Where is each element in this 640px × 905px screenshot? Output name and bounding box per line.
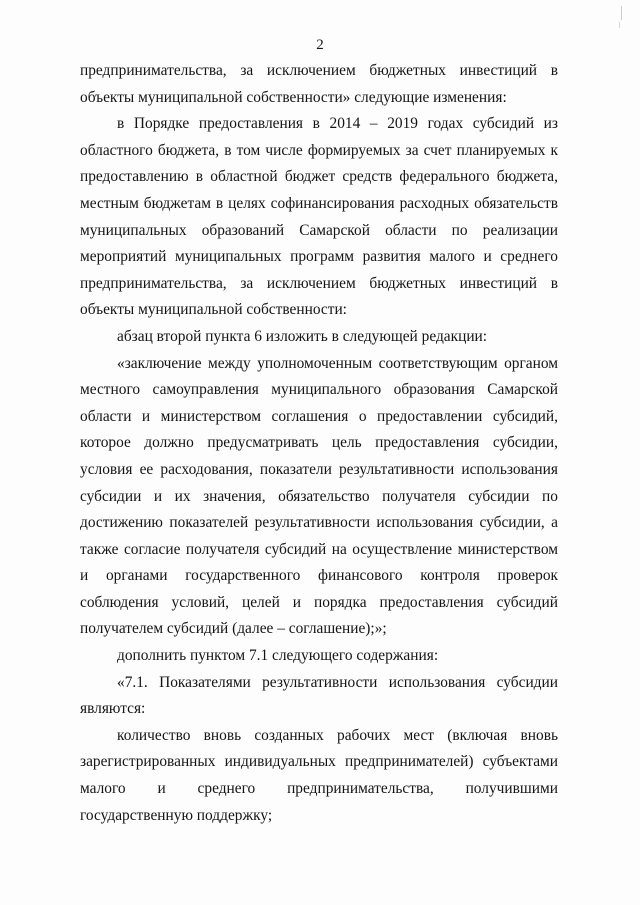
page-number: 2 bbox=[316, 37, 324, 53]
paragraph-indicator-jobs: количество вновь созданных рабочих мест (включая вновь зарегистрированных индивидуальных предпринимателей) субъектами малого и среднего предпринимательства, получившими государственную поддержку; bbox=[80, 726, 558, 824]
paragraph-continuation: предпринимательства, за исключением бюджетных инвестиций в объекты муниципальной собственности» следующие изменения: bbox=[80, 62, 558, 106]
paragraph-clause-7-1: «7.1. Показателями результативности использования субсидии являются: bbox=[80, 673, 558, 718]
paragraph-amendment-intro: абзац второй пункта 6 изложить в следующей редакции: bbox=[117, 327, 488, 345]
paragraph-addition-intro: дополнить пунктом 7.1 следующего содержания: bbox=[117, 647, 439, 665]
scan-artifact bbox=[619, 22, 620, 28]
document-body bbox=[80, 58, 558, 829]
paragraph-agreement-text: «заключение между уполномоченным соответствующим органом местного самоуправления муниципального образования Самарской области и министерством соглашения о предоставлении субсидий, которое должно предусматривать цель предоставления субсидии, условия ее расходования, показатели результативности использования субсидии и их значения, обязательство получателя субсидии по достижению показателей результативности использования субсидии, а также согласие получателя субсидий на осуществление министерством и органами государственного финансового контроля проверок соблюдения условий, целей и порядка предоставления субсидий получателем субсидий (далее – соглашение);»; bbox=[80, 354, 558, 638]
scan-artifact bbox=[621, 6, 622, 20]
paragraph-procedure-title: в Порядке предоставления в 2014 – 2019 годах субсидий из областного бюджета, в том числе формируемых за счет планируемых к предоставлению в областной бюджет средств федерального бюджета, местным бюджетам в целях софинансирования расходных обязательств муниципальных образований Самарской области по реализации мероприятий муниципальных программ развития малого и среднего предпринимательства, за исключением бюджетных инвестиций в объекты муниципальной собственности: bbox=[80, 115, 558, 319]
